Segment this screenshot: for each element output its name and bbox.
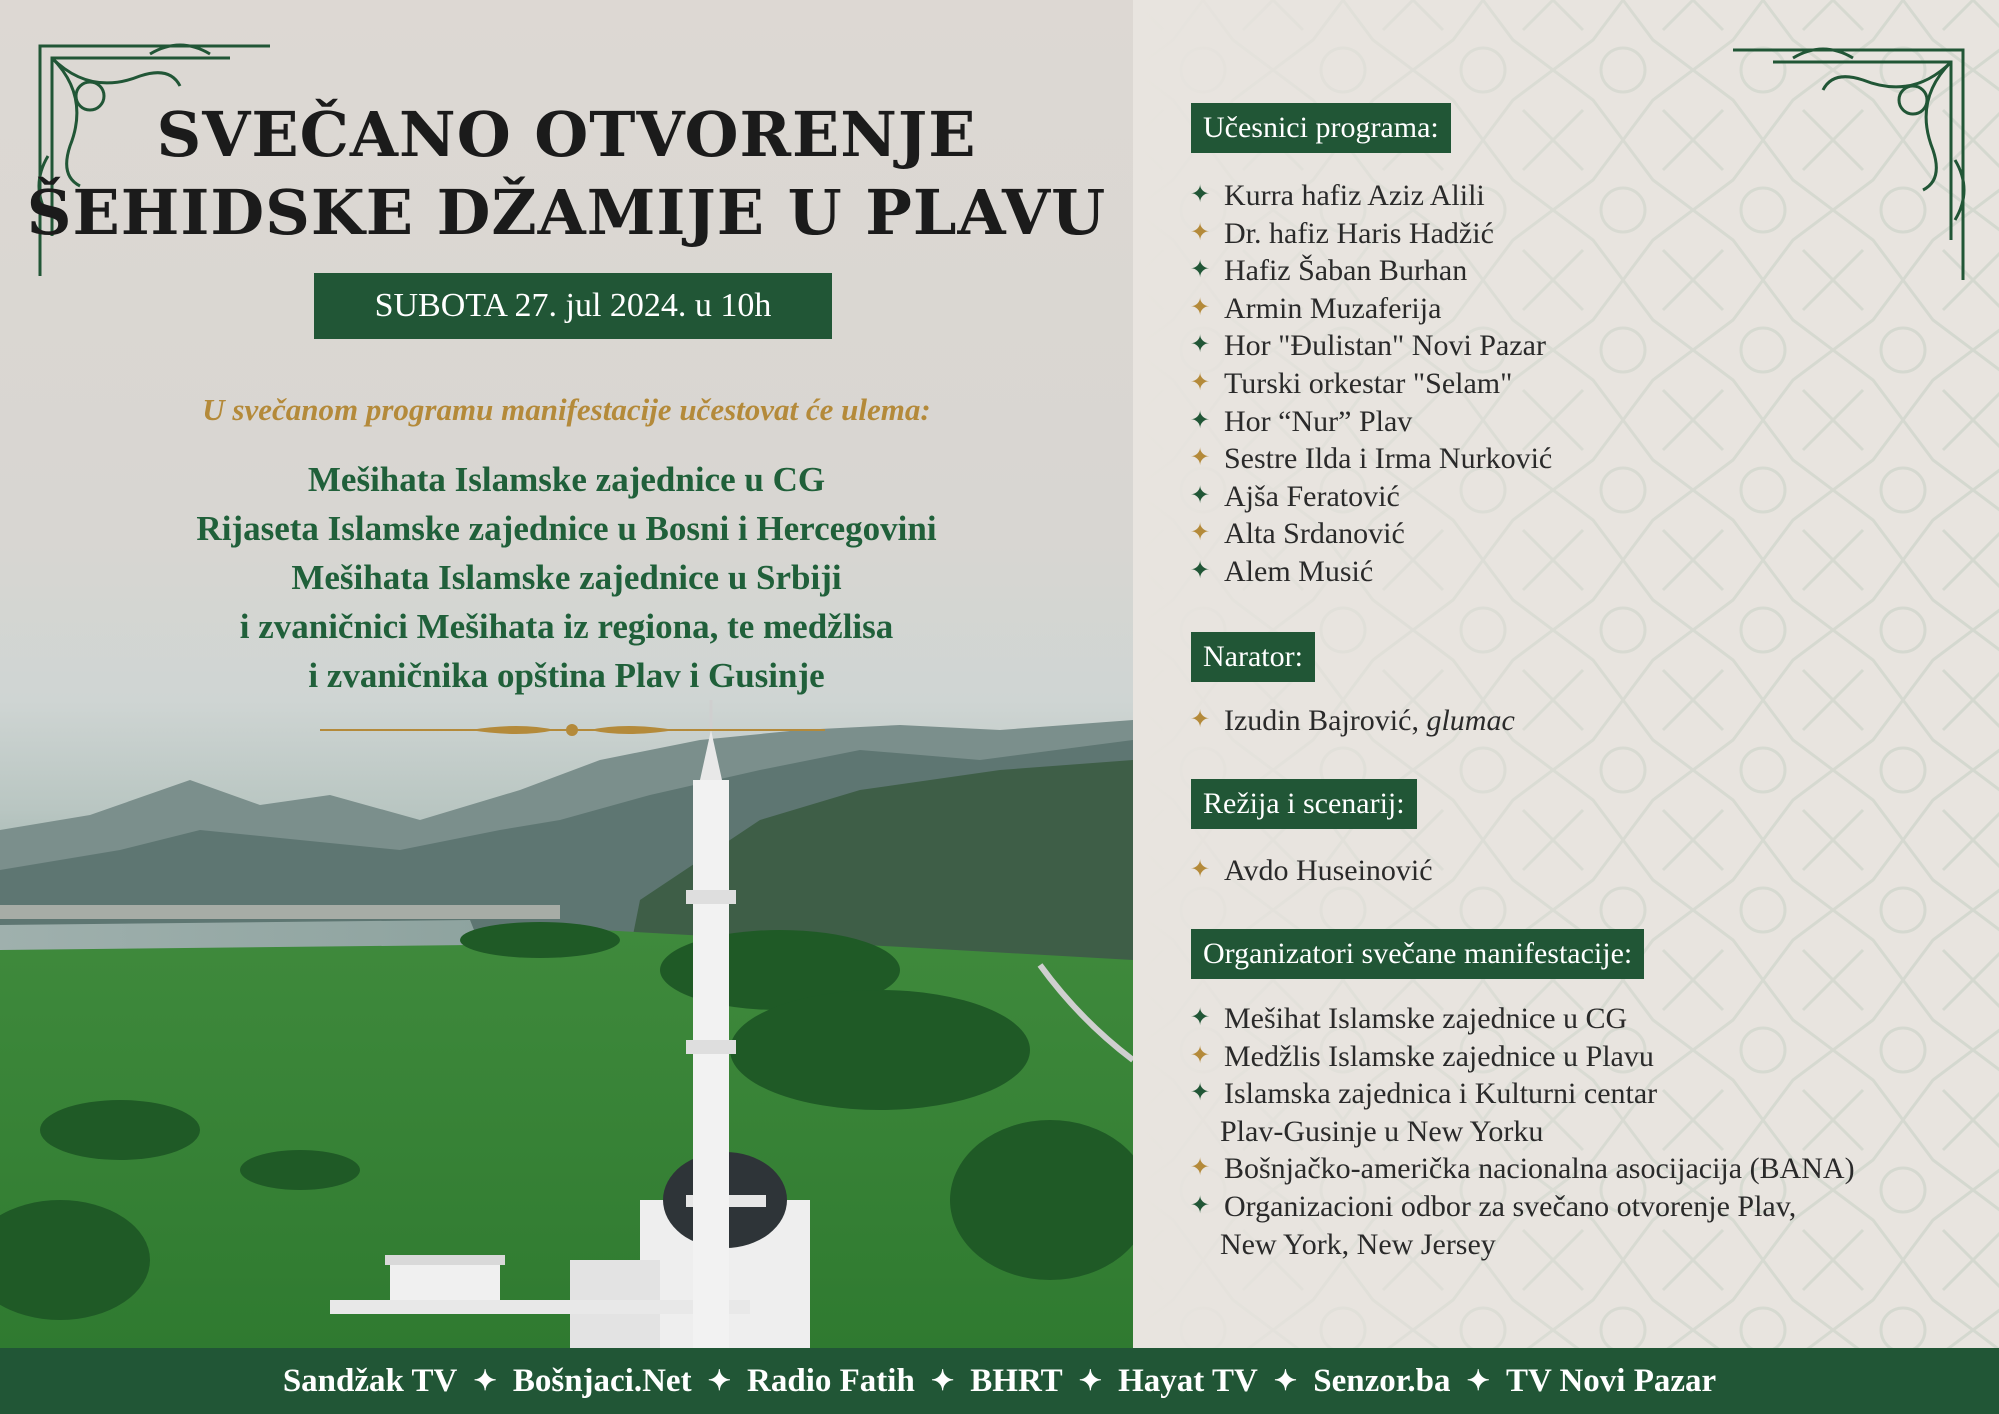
star-icon: ✦ [1190, 257, 1211, 284]
star-icon: ✦ [473, 1366, 497, 1397]
media-partners-footer [0, 1348, 1999, 1414]
corner-ornament-icon [1723, 40, 1973, 290]
star-icon: ✦ [1190, 1155, 1211, 1182]
list-item: ✦ Medžlis Islamske zajednice u Plavu [1190, 1038, 1855, 1076]
star-icon: ✦ [1190, 369, 1211, 396]
organization-line: Mešihata Islamske zajednice u CG [307, 460, 826, 499]
list-item: ✦ Hor "Đulistan" Novi Pazar [1190, 327, 1552, 365]
list-item: ✦ Armin Muzaferija [1190, 290, 1552, 328]
organizers-heading: Organizatori svečane manifestacije: [1191, 929, 1644, 979]
list-item: New York, New Jersey [1220, 1227, 1496, 1261]
program-intro: U svečanom programu manifestacije učestovat će ulema: [202, 392, 931, 427]
narrator-heading: Narator: [1191, 632, 1315, 682]
star-icon: ✦ [1190, 1080, 1211, 1107]
star-icon: ✦ [1190, 219, 1211, 246]
star-icon: ✦ [1078, 1366, 1103, 1397]
list-item: ✦ Ajša Feratović [1190, 478, 1552, 516]
list-item: ✦ Hafiz Šaban Burhan [1190, 252, 1552, 290]
event-title-line2: ŠEHIDSKE DŽAMIJE U PLAVU [26, 176, 1107, 249]
participants-list [1190, 177, 1552, 591]
star-icon: ✦ [1190, 520, 1211, 547]
media-partner: Bošnjaci.Net [512, 1362, 692, 1399]
star-icon: ✦ [1190, 332, 1211, 359]
mosque-landscape-photo [0, 700, 1133, 1348]
star-icon: ✦ [1190, 557, 1211, 584]
media-partner: BHRT [970, 1362, 1063, 1399]
list-item: ✦ Alem Musić [1190, 553, 1552, 591]
list-item: ✦ Islamska zajednica i Kulturni centar [1190, 1075, 1855, 1113]
organization-line: Rijaseta Islamske zajednice u Bosni i Hercegovini [196, 509, 937, 548]
media-partner: Radio Fatih [747, 1362, 915, 1399]
list-item: ✦ Dr. hafiz Haris Hadžić [1190, 215, 1552, 253]
star-icon: ✦ [1466, 1366, 1490, 1397]
narrator-list [1190, 702, 1515, 740]
direction-heading: Režija i scenarij: [1191, 779, 1417, 829]
ulema-organizations [0, 455, 1133, 700]
star-icon: ✦ [1190, 857, 1211, 883]
organization-line: i zvaničnici Mešihata iz regiona, te medžlisa [239, 607, 894, 646]
star-icon: ✦ [1190, 294, 1211, 321]
media-partner: Hayat TV [1118, 1362, 1258, 1399]
list-item: ✦ Bošnjačko-američka nacionalna asocijacija (BANA) [1190, 1150, 1855, 1188]
star-icon: ✦ [1190, 1042, 1211, 1069]
gold-divider-icon [320, 718, 825, 742]
organization-line: Mešihata Islamske zajednice u Srbiji [291, 558, 842, 597]
star-icon: ✦ [1190, 182, 1211, 208]
media-partner: TV Novi Pazar [1505, 1362, 1717, 1399]
star-icon: ✦ [1190, 707, 1211, 733]
star-icon: ✦ [1190, 1005, 1211, 1031]
star-icon: ✦ [1190, 482, 1211, 509]
star-icon: ✦ [1190, 407, 1211, 434]
media-partner: Senzor.ba [1313, 1362, 1451, 1399]
participants-heading: Učesnici programa: [1191, 103, 1451, 153]
list-item: ✦ Sestre Ilda i Irma Nurković [1190, 440, 1552, 478]
date-badge: SUBOTA 27. jul 2024. u 10h [314, 273, 832, 339]
list-item: Plav-Gusinje u New Yorku [1220, 1114, 1544, 1148]
event-title-line1: SVEČANO OTVORENJE [156, 98, 977, 171]
list-item: ✦ Turski orkestar "Selam" [1190, 365, 1552, 403]
list-item: ✦ Kurra hafiz Aziz Alili [1190, 177, 1552, 215]
organization-line: i zvaničnika opština Plav i Gusinje [308, 656, 825, 695]
star-icon: ✦ [707, 1366, 732, 1397]
list-item: ✦ Organizacioni odbor za svečano otvorenje Plav, [1190, 1188, 1855, 1226]
list-item: ✦ Alta Srdanović [1190, 515, 1552, 553]
star-icon: ✦ [1190, 1192, 1211, 1219]
media-partner: Sandžak TV [282, 1362, 458, 1399]
list-item: ✦ Avdo Huseinović [1190, 852, 1433, 890]
list-item: ✦ Hor “Nur” Plav [1190, 403, 1552, 441]
list-item: ✦ Mešihat Islamske zajednice u CG [1190, 1000, 1855, 1038]
direction-list [1190, 852, 1433, 890]
organizers-list [1190, 1000, 1855, 1263]
star-icon: ✦ [930, 1366, 955, 1397]
list-item: ✦ Izudin Bajrović, glumac [1190, 702, 1515, 740]
star-icon: ✦ [1190, 445, 1211, 472]
star-icon: ✦ [1273, 1366, 1298, 1397]
